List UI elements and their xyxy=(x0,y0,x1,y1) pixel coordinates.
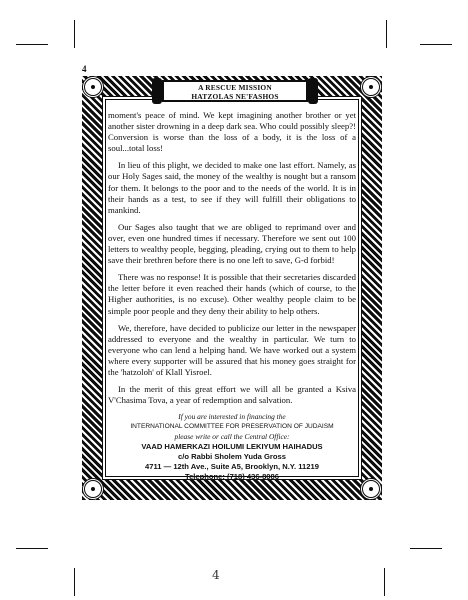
page-number: 4 xyxy=(82,64,87,74)
crop-mark-bottom-left-v xyxy=(74,568,75,596)
crop-mark-top-right-v xyxy=(386,20,387,48)
scroll-end-icon xyxy=(152,78,162,104)
crop-mark-top-left-v xyxy=(74,20,75,48)
paragraph: Our Sages also taught that we are obliged to reprimand over and over, even one hundred times if necessary. Therefore we sent out 100 letters to wealthy people, begging, pleading, crying out to them to help save their brethren before there is no one left to save, G-d forbid! xyxy=(108,221,356,266)
contact-ask: please write or call the Central Office: xyxy=(174,432,290,442)
paragraph: We, therefore, have decided to publicize our letter in the newspaper addressed to everyone and the wealthy in particular. We turn to everyone who can lend a helping hand. We have worked out a system where every supporter will be assured that his money goes straight for the 'hatzoloh' of Klall Yisroel. xyxy=(108,322,356,377)
scroll-end-icon xyxy=(308,78,318,104)
corner-ornament-icon xyxy=(82,478,104,500)
paragraph: In the merit of this great effort we will all be granted a Ksiva V'Chasima Tova, a year of redemption and salvation. xyxy=(108,384,356,406)
article-body xyxy=(108,110,356,482)
crop-mark-bottom-right xyxy=(410,548,442,549)
crop-mark-bottom-right-v xyxy=(384,568,385,596)
paragraph: There was no response! It is possible that their secretaries discarded the letter before it even reached their hands (which of course, to the Higher authorities, is no excuse). Other wealthy people claim to be simple poor people and they deny their ability to help others. xyxy=(108,272,356,316)
paragraph: In lieu of this plight, we decided to make one last effort. Namely, as our Holy Sages said, the money of the wealthy is nought but a ransom for them. It belongs to the poor and to the needs of the world. It is in their hands as a test, to see if they will fulfill their obligations to mankind. xyxy=(108,160,356,215)
handwritten-mark: 4 xyxy=(212,568,220,582)
corner-ornament-icon xyxy=(360,478,382,500)
corner-ornament-icon xyxy=(360,76,382,98)
organization-name: INTERNATIONAL COMMITTEE FOR PRESERVATION OF JUDAISM xyxy=(130,423,334,431)
contact-person: c/o Rabbi Sholem Yuda Gross xyxy=(178,452,286,462)
crop-mark-top-left xyxy=(16,44,48,45)
corner-ornament-icon xyxy=(82,76,104,98)
banner-title: A RESCUE MISSION xyxy=(198,83,272,92)
header-banner xyxy=(162,80,308,102)
contact-intro: If you are interested in financing the xyxy=(178,412,286,422)
contact-block xyxy=(108,412,356,482)
address: 4711 — 12th Ave., Suite A5, Brooklyn, N.Y. 11219 xyxy=(145,462,319,472)
paragraph: moment's peace of mind. We kept imagining another brother or yet another sister drowning in a deep dark sea. Who could possibly sleep?! Conversion is worse than the loss of a body, it is the loss of a soul...total loss! xyxy=(108,110,356,154)
office-name: VAAD HAMERKAZI HOILUMI LEKIYUM HAIHADUS xyxy=(141,442,323,452)
phone: Telephone: (718) 436-8086 xyxy=(185,472,279,482)
banner-subtitle: HATZOLAS NE'FASHOS xyxy=(191,92,279,101)
crop-mark-bottom-left xyxy=(16,548,48,549)
crop-mark-top-right xyxy=(420,44,452,45)
